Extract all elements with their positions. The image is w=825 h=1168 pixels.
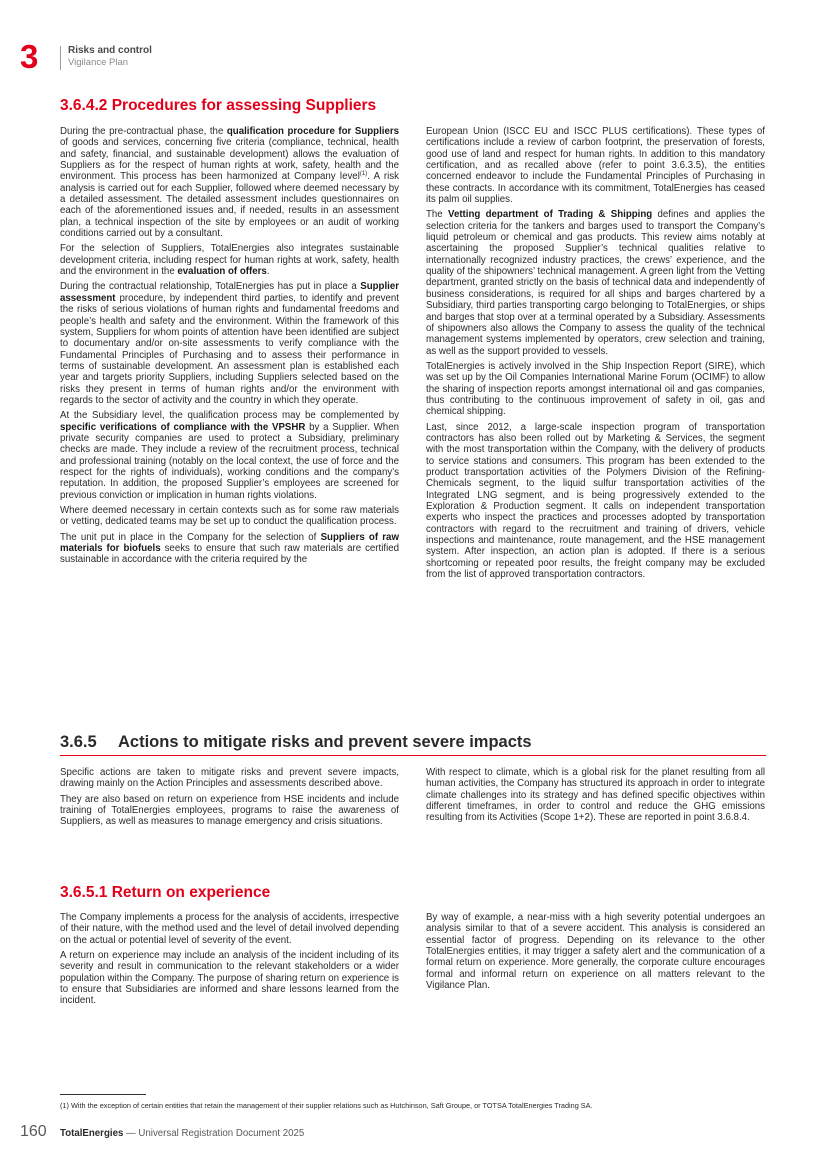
paragraph: With respect to climate, which is a global risk for the planet resulting from all human activities, the Company has structured its approach in order to integrate climate challenges into its strategy and has defined specific objectives within different timeframes, in order to control and reduce the GHG emissions resulting from its Activities (Scope 1+2). These are reported in point 3.6.8.4. — [426, 767, 765, 824]
paragraph: Where deemed necessary in certain contexts such as for some raw materials or vetting, dedicated teams may be set up to conduct the qualification process. — [60, 505, 399, 528]
paragraph: A return on experience may include an analysis of the incident including of its severity and result in communication to the relevant stakeholders or a wider population within the Company. The purpose of sharing return on experience is to ensure that Subsidiaries are informed and share lessons learned from the incident. — [60, 950, 399, 1007]
section-title: Actions to mitigate risks and prevent severe impacts — [118, 733, 532, 751]
section-number: 3.6.5 — [60, 733, 97, 751]
footnote-ref[interactable]: (1) — [359, 171, 368, 178]
chapter-number: 3 — [20, 38, 39, 75]
section-heading-365 — [60, 733, 766, 756]
paragraph: Last, since 2012, a large-scale inspection program of transportation contractors has also been rolled out by Marketing & Services, the segment with the most transportation within the Company, with the delivery of products to service stations and consumers. This program has been extended to the product transportation activities of the Polymers Division of the Refining-Chemicals segment, to the liquid sulfur transportation activities of the Integrated LNG segment, and is being progressively extended to the Exploration & Production segment. It calls on independent transportation experts who inspect the practices and processes adopted by transportation contractors with regard to the recruitment and training of drivers, vehicle inspections and maintenance, route management, and the HSE management system. After inspection, an action plan is adopted. If there is a serious shortcoming or repeated poor results, the freight company may be excluded from the list of approved transportation contractors. — [426, 421, 765, 581]
header-divider — [60, 46, 61, 70]
footnote-divider — [60, 1094, 146, 1095]
footer-doc-title: — Universal Registration Document 2025 — [123, 1128, 305, 1139]
chapter-title: Risks and control — [68, 45, 152, 56]
paragraph: By way of example, a near-miss with a high severity potential undergoes an analysis similar to that of a severe accident. This analysis is considered an essential factor of progress. Depending on its relevance to the other TotalEnergies entities, it may trigger a safety alert and the communication of a formal return on experience. More generally, the corporate culture encourages formal and informal return on experience on all matters relevant to the Vigilance Plan. — [426, 912, 765, 992]
paragraph: European Union (ISCC EU and ISCC PLUS certifications). These types of certifications include a review of carbon footprint, the preservation of forests, good use of land and respect for human rights. In addition to this mandatory certification, and as recalled above (refer to point 3.6.3.5), the entities concerned endeavor to include the Fundamental Principles of Purchasing in these contracts. In accordance with its commitment, TotalEnergies has ceased its palm oil supplies. — [426, 126, 765, 206]
paragraph: At the Subsidiary level, the qualification process may be complemented by specific verifications of compliance with the VPSHR by a Supplier. When private security companies are used to protect a Subsidiary, preliminary checks are made. They include a review of the recruitment process, technical and professional training (notably on the local context, the use of force and the respect for the rights of individuals), working conditions and the company’s reputation. In addition, the proposed Supplier’s employees are screened for previous conviction or implication in human rights violations. — [60, 410, 399, 501]
column-right-3642 — [426, 126, 765, 584]
paragraph: During the pre-contractual phase, the qualification procedure for Suppliers of goods and services, concerning five criteria (compliance, technical, health and safety, financial, and sustainable development) allows the evaluation of Suppliers as for the respect of human rights at work, safety, health and the environment. This process has been harmonized at Company level$^{(1)}$. A risk analysis is carried out for each Supplier, followed where deemed necessary by a detailed assessment. The detailed assessment includes questionnaires on each of the aforementioned issues and, if needed, results in an assessment plan, a technical inspection of the site by employees or an audit of working conditions carried out by a consultant. — [60, 126, 399, 240]
paragraph: The unit put in place in the Company for the selection of Suppliers of raw materials for biofuels seeks to ensure that such raw materials are certified sustainable in accordance with the criteria required by the — [60, 531, 399, 566]
footer-brand: TotalEnergies — [60, 1128, 124, 1139]
column-left-3642 — [60, 126, 399, 570]
paragraph: Specific actions are taken to mitigate risks and prevent severe impacts, drawing mainly on the Action Principles and assessments described above. — [60, 767, 399, 790]
section-heading-3642: 3.6.4.2 Procedures for assessing Suppliers — [60, 97, 377, 114]
chapter-subtitle: Vigilance Plan — [68, 57, 129, 68]
column-right-365 — [426, 767, 765, 828]
paragraph: During the contractual relationship, TotalEnergies has put in place a Supplier assessment procedure, by independent third parties, to identify and prevent the risks of serious violations of human rights and fundamental freedoms and people’s health and safety and the environment. Within the framework of this system, Suppliers for whom points of attention have been identified are subject to documentary and/or on-site assessments to verify compliance with the Fundamental Principles of Purchasing and to assess their performance in terms of sustainable development. An assessment plan is established each year and targets priority Suppliers, including Suppliers selected based on the risks they present in terms of human rights and/or the environment with regards to the sector of activity and the country in which they operate. — [60, 281, 399, 406]
paragraph: The Company implements a process for the analysis of accidents, irrespective of their nature, with the method used and the level of detail involved depending on the actual or potential level of severity of the event. — [60, 912, 399, 946]
paragraph: The Vetting department of Trading & Shipping defines and applies the selection criteria for the tankers and barges used to transport the Company’s liquid petroleum or chemical and gas products. This review aims notably at ascertaining the proposed Supplier’s technical qualities relative to internationally recognized industry practices, the crews’ experience, and the quality of the shipowners’ technical management. A green light from the Vetting department, granted strictly on the basis of technical data and independently of business considerations, is required for all ships and barges chartered by a Subsidiary, third parties transporting cargo belonging to TotalEnergies, or ships and barges that stop over at a terminal operated by a Subsidiary. Assessments of shipowners also allows the Company to assess the quality of the technical management systems implemented by operators, crew selection and training, as well as the support provided to vessels. — [426, 209, 766, 357]
paragraph: TotalEnergies is actively involved in the Ship Inspection Report (SIRE), which was set up by the Oil Companies International Marine Forum (OCIMF) to allow the sharing of inspection reports amongst international oil and gas companies, thus contributing to the continuous improvement of safety in oil, gas and chemical shipping. — [426, 360, 765, 418]
column-left-365 — [60, 767, 399, 832]
footer-text — [60, 1128, 304, 1139]
column-right-3651 — [426, 912, 765, 995]
column-left-3651 — [60, 912, 399, 1011]
footnote: (1) With the exception of certain entities that retain the management of their supplier relations such as Hutchinson, Saft Groupe, or TOTSA TotalEnergies Trading SA. — [60, 1101, 593, 1110]
paragraph: For the selection of Suppliers, TotalEnergies also integrates sustainable development criteria, including respect for human rights at work, safety, health and the environment in the evaluation of offers. — [60, 243, 399, 278]
page-number: 160 — [20, 1123, 47, 1140]
paragraph: They are also based on return on experience from HSE incidents and include training of TotalEnergies employees, programs to raise the awareness of Suppliers, as well as measures to manage emergency and crisis situations. — [60, 793, 399, 828]
section-heading-3651: 3.6.5.1 Return on experience — [60, 884, 271, 901]
